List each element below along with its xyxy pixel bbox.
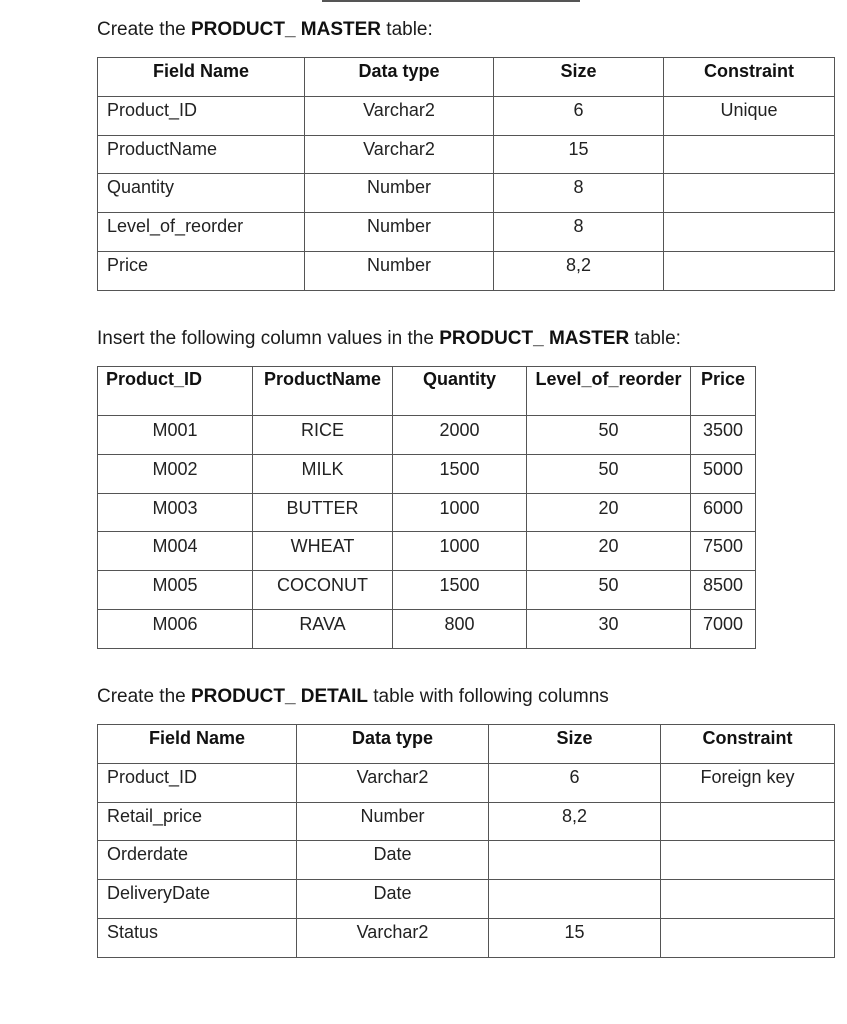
data-type-cell: Varchar2 <box>297 918 489 957</box>
data-type-cell: Varchar2 <box>305 135 494 174</box>
size-cell: 8,2 <box>494 251 664 290</box>
data-type-cell: Number <box>305 174 494 213</box>
quantity-cell: 1500 <box>393 454 527 493</box>
size-cell: 8,2 <box>489 802 661 841</box>
constraint-cell: Unique <box>664 96 835 135</box>
product-master-schema-table <box>97 57 835 291</box>
table-header-row <box>98 58 835 97</box>
quantity-cell: 1500 <box>393 571 527 610</box>
column-header: Field Name <box>98 725 297 764</box>
product-detail-heading <box>97 686 609 708</box>
constraint-cell <box>661 802 835 841</box>
size-cell: 6 <box>494 96 664 135</box>
product-id-cell: M005 <box>98 571 253 610</box>
field-name-cell: DeliveryDate <box>98 880 297 919</box>
column-header: Field Name <box>98 58 305 97</box>
data-type-cell: Number <box>305 213 494 252</box>
constraint-cell <box>664 174 835 213</box>
constraint-cell <box>661 918 835 957</box>
table-row <box>98 880 835 919</box>
product-name-cell: COCONUT <box>253 571 393 610</box>
reorder-level-cell: 50 <box>527 416 691 455</box>
price-cell: 7500 <box>691 532 756 571</box>
table-row <box>98 763 835 802</box>
product-id-cell: M001 <box>98 416 253 455</box>
heading-prefix: Create the <box>97 686 191 707</box>
product-name-cell: MILK <box>253 454 393 493</box>
reorder-level-cell: 50 <box>527 454 691 493</box>
heading-table-name: PRODUCT_ MASTER <box>439 328 630 349</box>
constraint-cell <box>661 880 835 919</box>
data-type-cell: Number <box>297 802 489 841</box>
heading-prefix: Insert the following column values in the <box>97 328 440 349</box>
product-detail-schema-table <box>97 724 835 958</box>
constraint-cell <box>661 841 835 880</box>
field-name-cell: Level_of_reorder <box>98 213 305 252</box>
size-cell <box>489 841 661 880</box>
size-cell: 15 <box>494 135 664 174</box>
table-row <box>98 96 835 135</box>
quantity-cell: 800 <box>393 609 527 648</box>
field-name-cell: Orderdate <box>98 841 297 880</box>
table-row <box>98 416 756 455</box>
size-cell: 6 <box>489 763 661 802</box>
product-name-cell: RICE <box>253 416 393 455</box>
field-name-cell: Price <box>98 251 305 290</box>
column-header: Constraint <box>661 725 835 764</box>
price-cell: 6000 <box>691 493 756 532</box>
product-id-cell: M006 <box>98 609 253 648</box>
column-header: Data type <box>305 58 494 97</box>
field-name-cell: ProductName <box>98 135 305 174</box>
heading-table-name: PRODUCT_ MASTER <box>191 19 382 40</box>
reorder-level-cell: 30 <box>527 609 691 648</box>
price-cell: 3500 <box>691 416 756 455</box>
price-cell: 7000 <box>691 609 756 648</box>
quantity-cell: 1000 <box>393 532 527 571</box>
product-id-cell: M002 <box>98 454 253 493</box>
field-name-cell: Retail_price <box>98 802 297 841</box>
data-type-cell: Date <box>297 880 489 919</box>
table-row <box>98 454 756 493</box>
reorder-level-cell: 20 <box>527 493 691 532</box>
table-header-row <box>98 725 835 764</box>
table-row <box>98 135 835 174</box>
column-header: Product_ID <box>98 367 253 416</box>
data-type-cell: Varchar2 <box>305 96 494 135</box>
constraint-cell <box>664 251 835 290</box>
data-type-cell: Varchar2 <box>297 763 489 802</box>
table-row <box>98 609 756 648</box>
data-type-cell: Number <box>305 251 494 290</box>
size-cell: 8 <box>494 213 664 252</box>
table-row <box>98 918 835 957</box>
constraint-cell: Foreign key <box>661 763 835 802</box>
table-row <box>98 802 835 841</box>
column-header: Data type <box>297 725 489 764</box>
product-id-cell: M004 <box>98 532 253 571</box>
column-header: Level_of_reorder <box>527 367 691 416</box>
table-row <box>98 174 835 213</box>
field-name-cell: Status <box>98 918 297 957</box>
quantity-cell: 1000 <box>393 493 527 532</box>
size-cell <box>489 880 661 919</box>
table-row <box>98 841 835 880</box>
table-row <box>98 213 835 252</box>
product-name-cell: BUTTER <box>253 493 393 532</box>
heading-suffix: table with following columns <box>367 686 609 707</box>
product-master-heading <box>97 19 433 41</box>
column-header: Quantity <box>393 367 527 416</box>
field-name-cell: Product_ID <box>98 96 305 135</box>
constraint-cell <box>664 135 835 174</box>
size-cell: 8 <box>494 174 664 213</box>
price-cell: 8500 <box>691 571 756 610</box>
heading-suffix: table: <box>381 19 433 40</box>
price-cell: 5000 <box>691 454 756 493</box>
product-name-cell: WHEAT <box>253 532 393 571</box>
product-name-cell: RAVA <box>253 609 393 648</box>
heading-prefix: Create the <box>97 19 191 40</box>
table-row <box>98 532 756 571</box>
table-header-row <box>98 367 756 416</box>
table-row <box>98 493 756 532</box>
table-row <box>98 251 835 290</box>
reorder-level-cell: 20 <box>527 532 691 571</box>
constraint-cell <box>664 213 835 252</box>
column-header: Constraint <box>664 58 835 97</box>
quantity-cell: 2000 <box>393 416 527 455</box>
column-header: ProductName <box>253 367 393 416</box>
field-name-cell: Quantity <box>98 174 305 213</box>
product-id-cell: M003 <box>98 493 253 532</box>
data-type-cell: Date <box>297 841 489 880</box>
product-master-values-table <box>97 366 756 649</box>
column-header: Price <box>691 367 756 416</box>
reorder-level-cell: 50 <box>527 571 691 610</box>
insert-values-heading <box>97 328 681 350</box>
size-cell: 15 <box>489 918 661 957</box>
field-name-cell: Product_ID <box>98 763 297 802</box>
top-divider-line <box>322 0 580 2</box>
heading-suffix: table: <box>629 328 681 349</box>
heading-table-name: PRODUCT_ DETAIL <box>191 686 368 707</box>
table-row <box>98 571 756 610</box>
column-header: Size <box>494 58 664 97</box>
column-header: Size <box>489 725 661 764</box>
